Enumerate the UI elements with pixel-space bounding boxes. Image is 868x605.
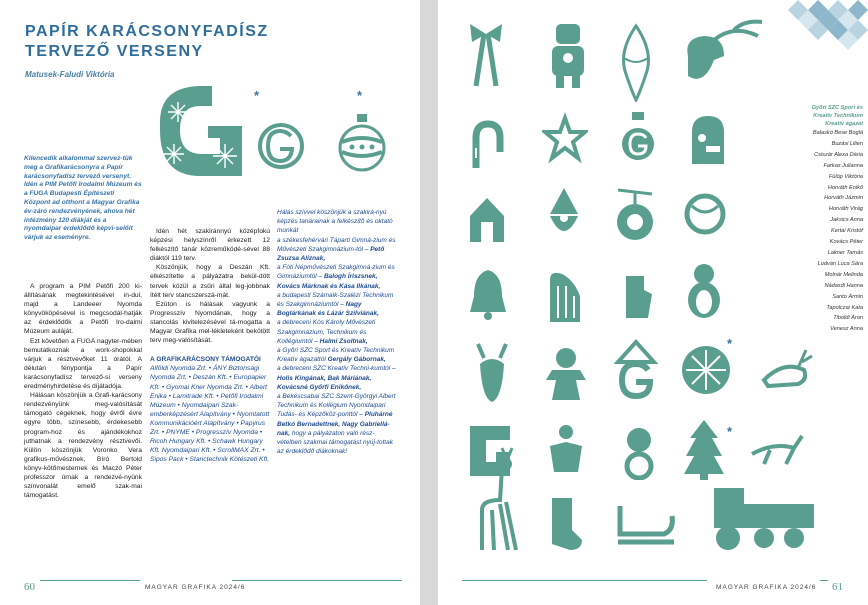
asterisk-mark: *	[357, 88, 363, 103]
reindeer-head-ornament	[674, 16, 774, 96]
paragraph: Ezúton is hálásak vagyunk a Progresszív Nyomdának, hogy a stancolás kivitelezésével tá-mogatta a Magyar Grafika mel-lékleteként bekötött terv meg-valósítását.	[150, 300, 270, 345]
paragraph: A program a PIM Petőfi 200 ki-állításának megtekintésével in-dul, majd a Landeeer Nyomda könyvököpésével is megcsodál-hatják az érdeklődők a Petőfi Iro-dalmi Múzeum auláját.	[24, 283, 142, 336]
author: Matusek-Faludi Viktória	[25, 70, 115, 79]
title-line-2: TERVEZŐ VERSENY	[25, 43, 204, 60]
thanks-item: a Békéscsabai SZC Szent-Györgyi Albert Technikum és Kollégium Nyomdaipari Tudás- és Képzőköz-ponttól – Pluhárné Betkó Bernadettnek, Nagy Gabriellá-nak, hogy a pályázaton való rész-vételben szakmai támogatást nyúj-tottak az érdeklődő diákoknak!	[277, 393, 396, 456]
tree-ornament	[684, 416, 724, 482]
angel-ornament	[542, 422, 590, 478]
g-letter-ornament	[258, 122, 304, 170]
student-name: Jaksics Anna	[830, 217, 863, 224]
page-number: 60	[24, 581, 35, 593]
asterisk-mark: *	[727, 424, 733, 439]
school-name: Kreatív ágazat	[825, 121, 863, 127]
footer-rule	[40, 580, 140, 581]
right-page	[438, 0, 868, 605]
thanks-column	[277, 208, 397, 456]
thanks-intro: Hálás szívvel köszönjük a szakirá-nyú képzés tanárainak a felkészítő és oktató munkát	[277, 209, 393, 235]
bow-ornament	[466, 20, 506, 90]
thanks-item: a debreceni Kós Károly Művészeti Szakgimnázium, Technikum és Kollégiumtól – Halmi Zsoltnak,	[277, 319, 376, 345]
g-ornament	[618, 110, 658, 170]
train-ornament	[710, 478, 820, 554]
student-name: Venesz Anna	[830, 326, 863, 333]
sponsor-heading: A GRAFIKARÁCSONY TÁMOGATÓI	[150, 356, 261, 364]
body-column-2	[150, 227, 270, 464]
student-name: Fülöp Viktória	[828, 173, 863, 180]
onion-bauble-ornament	[616, 22, 656, 102]
gnome-ornament	[544, 186, 584, 244]
penguin-ornament	[682, 260, 726, 322]
deer-head-ornament	[466, 340, 518, 406]
snowflake-g-ornament	[150, 82, 250, 180]
student-name: Horváth Enikő	[827, 184, 863, 191]
asterisk-mark: *	[254, 88, 260, 103]
student-name: Horváth Jázmin	[824, 195, 863, 202]
magazine-name: MAGYAR GRAFIKA 2024/6	[145, 584, 246, 591]
student-name: Kovács Péter	[829, 239, 863, 246]
left-page	[0, 0, 420, 605]
flying-reindeer-ornament	[748, 428, 808, 468]
student-name: Kertai Kristóf	[830, 228, 863, 235]
snowflake-ornament	[678, 342, 734, 398]
house-ornament	[466, 192, 508, 244]
reindeer-ornament	[754, 340, 814, 394]
candy-ornament	[682, 188, 728, 240]
student-name: Nádasdi Hanna	[824, 282, 863, 289]
student-name: Horváth Virág	[828, 206, 863, 213]
harp-ornament	[544, 266, 586, 324]
thanks-item: a budapesti Számalk-Szalézi Technikum és Szakgimnáziumtól – Nagy Boglárkának és Lázár Szilviának,	[277, 291, 394, 318]
paragraph: Idén hét szakiránnyú középfokú képzési helyszínről érkezett 12 felkészítő tanár közreműködé-sével 88 diáktól 119 terv.	[150, 228, 270, 263]
student-name: Santo Ármin	[832, 293, 863, 300]
footer-rule	[232, 580, 402, 581]
student-name: Csiszár Alexa Dária	[814, 151, 863, 158]
student-name: Balaskó Bese Boglá	[812, 130, 863, 136]
school-name: Győri SZC Sport és	[811, 105, 863, 111]
article-title	[25, 22, 285, 62]
footer-rule	[820, 580, 828, 581]
propeller-bauble-ornament	[612, 184, 658, 244]
santa-g-ornament	[684, 112, 728, 170]
student-name: Tapolczai Kata	[826, 304, 863, 311]
thanks-item: a székesfehérvári Táparti Gimná-zium és Művészeti Szakgimnázium-tól – Pető Zsuzsa Aliznak,	[277, 236, 396, 263]
g-lowercase-ornament	[618, 422, 660, 480]
stocking-ornament	[542, 494, 586, 554]
gingerbread-ornament	[542, 344, 590, 402]
page-number: 61	[832, 581, 843, 593]
intro-paragraph: Kilencedik alkalommal szervez-tük meg a Grafikarácsonyra a Papír karácsonyfadísz tervező versenyt. Idén a PIM Petőfi Irodalmi Múzeum és a FUGA Budapesti Építészeti Központ ad otthont a Magyar Grafika év-záró rendezvényének, ahova hét intézmény 120 diákját és a nyomdaipar érdeklődő képvi-selőit várjuk az eseményre.	[24, 155, 142, 242]
robot-ornament	[546, 18, 590, 92]
bell-ornament	[466, 266, 510, 322]
student-list	[758, 104, 863, 335]
title-line-1: PAPÍR KARÁCSONYFADÍSZ	[25, 23, 269, 40]
student-name: Buzási Lilien	[831, 140, 863, 147]
thanks-item: a Győri SZC Sport és Kreatív Technikum Kreatív ágazattól Gergály Gábornak,	[277, 347, 395, 364]
candy-cane-ornament	[466, 118, 506, 170]
footer-rule	[462, 580, 707, 581]
student-name: Molnár Melinda	[824, 271, 863, 278]
student-name: Ludván Luca Sára	[817, 260, 863, 267]
thanks-item: a debreceni SZC Kreatív Techni-kumtól – Holis Kingának, Bak Máriának, Kovácsné Győrfi Enikőnek,	[277, 365, 396, 391]
g-house-ornament	[614, 338, 658, 400]
school-name: Kreatív Technikum	[813, 113, 863, 119]
page-gutter	[420, 0, 438, 605]
deer-standing-ornament	[472, 444, 524, 554]
thanks-item: a Fóti Népművészeti Szakgimná-zium és Gimnáziumtól – Balogh Íriszsnek, Kovács Márknak és Kása Ilkának,	[277, 264, 395, 290]
paragraph: Hálásan köszönjük a Grafi-karácsony rendezvényünk meg-valósítását támogató cégeknek, hogy évről évre egyre több, színesebb, érdekesebb program-hoz és ajándékokhoz juthatnak a rendezvény résztvevői. Külön köszönjük Voronko Vera grafikus-művésznek, Bíró Bertold könyv-kötőmesternek és Maczó Péter professzor úrnak a rendezvé-nyünk színvonalát emelő szak-mai támogatást.	[24, 392, 142, 500]
mitten-ornament	[618, 266, 658, 322]
diamond-pattern	[788, 0, 868, 50]
sponsor-list: Alföldi Nyomda Zrt. • ÁNY Biztonsági Nyomda Zrt. • Deszán Kft. • Europapier Kft. • Gyomai Kner Nyomda Zrt. • Albert Enika • Lamitrade Kft. • Petőfi Irodalmi Múzeum • Nyomdaipari Szak-emberképzésért Alapítvány • Nyomtatott Kommunikációért Alapítvány • Papyrus Zrt. • PNYME • Progresszív Nyomda • Ricoh Hungary Kft. • Schawk Hungary Kft. Nyomdaipari Kft. • ScrollMAX Zrt. • Sipos Pack • Stanctechnik Kötészeti Kft.	[150, 365, 270, 464]
student-name: Tiboldi Áron	[833, 315, 863, 322]
student-name: Farkas Julianna	[823, 162, 863, 169]
star-ornament	[542, 112, 588, 166]
paragraph: Ezt követően a FUGA nagyter-mében bemutatkoznak a work-shopokkal várjuk a résztvevőket 11 órától. A délután fénypontja a Papír karácsonyfadísz tervező-si verseny eredményhirdetése és díjátadója.	[24, 337, 142, 391]
student-name: Lakner Tamás	[827, 249, 863, 256]
asterisk-mark: *	[727, 336, 733, 351]
bauble-ornament	[338, 112, 386, 172]
body-column-1	[24, 282, 142, 500]
paragraph: Köszönjük, hogy a Deszán Kft. elkészítette a pályázatra bekül-dött tervek közül a zsűri által leg-jobbnak ítélt terv stancszerszá-mát.	[150, 264, 270, 299]
sleigh-ornament	[614, 496, 678, 550]
magazine-name: MAGYAR GRAFIKA 2024/6	[716, 584, 817, 591]
